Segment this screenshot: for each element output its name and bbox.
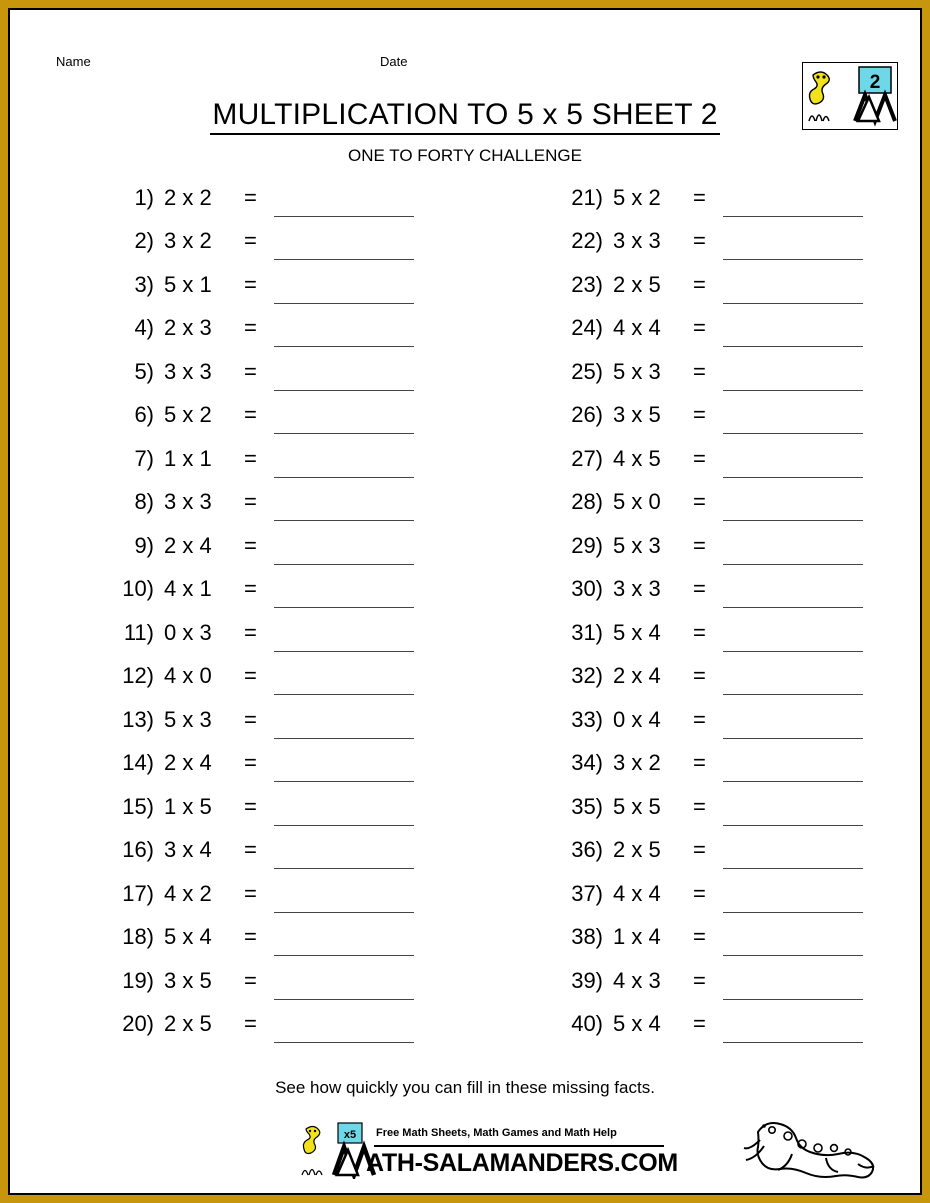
question-number: 36): [571, 837, 603, 862]
equals-sign: =: [244, 402, 257, 427]
question-row: [106, 391, 465, 435]
question-row: [555, 347, 920, 391]
footer-note: See how quickly you can fill in these missing facts.: [275, 1078, 655, 1097]
meta-row: [10, 54, 920, 76]
question-expression: 5 x 4: [164, 924, 212, 949]
answer-blank[interactable]: [274, 708, 414, 739]
question-expression: 4 x 4: [613, 315, 661, 340]
question-expression: 5 x 5: [613, 793, 661, 819]
equals-sign: =: [693, 837, 706, 862]
answer-blank[interactable]: [723, 490, 863, 521]
answer-blank[interactable]: [274, 664, 414, 695]
question-row: [555, 521, 920, 565]
brand-block: [300, 1117, 680, 1183]
question-number: 8): [134, 489, 154, 514]
question-expression: 2 x 2: [164, 184, 212, 210]
questions-column-right: [465, 173, 920, 1043]
answer-blank[interactable]: [274, 229, 414, 260]
question-row: [555, 956, 920, 1000]
equals-sign: =: [693, 271, 706, 297]
question-number: 28): [571, 489, 603, 514]
answer-blank[interactable]: [723, 447, 863, 478]
question-row: [106, 521, 465, 565]
question-number: 27): [571, 445, 603, 471]
question-number: 31): [571, 619, 603, 645]
question-row: [555, 608, 920, 652]
question-row: [555, 478, 920, 522]
question-row: [555, 217, 920, 261]
question-row: [555, 652, 920, 696]
question-number: 40): [571, 1011, 603, 1036]
question-number: 23): [571, 271, 603, 297]
equals-sign: =: [693, 967, 706, 993]
question-number: 13): [122, 706, 154, 732]
question-row: [106, 304, 465, 348]
answer-blank[interactable]: [723, 316, 863, 347]
answer-blank[interactable]: [723, 838, 863, 869]
answer-blank[interactable]: [274, 360, 414, 391]
equals-sign: =: [693, 184, 706, 210]
question-row: [106, 217, 465, 261]
question-expression: 2 x 3: [164, 315, 212, 340]
worksheet-sheet: [10, 10, 920, 1193]
question-number: 19): [122, 967, 154, 993]
answer-blank[interactable]: [274, 534, 414, 565]
question-row: [555, 304, 920, 348]
question-expression: 4 x 5: [613, 445, 661, 471]
question-expression: 5 x 1: [164, 271, 212, 297]
equals-sign: =: [693, 880, 706, 906]
question-expression: 3 x 3: [613, 576, 661, 601]
question-expression: 5 x 3: [613, 358, 661, 384]
question-expression: 2 x 5: [613, 837, 661, 862]
brand-url: ATH-SALAMANDERS.COM: [366, 1149, 678, 1177]
question-expression: 5 x 2: [613, 184, 661, 210]
equals-sign: =: [244, 358, 257, 384]
question-row: [106, 173, 465, 217]
equals-sign: =: [693, 619, 706, 645]
answer-blank[interactable]: [274, 882, 414, 913]
question-number: 35): [571, 793, 603, 819]
answer-blank[interactable]: [274, 186, 414, 217]
answer-blank[interactable]: [723, 186, 863, 217]
question-row: [555, 826, 920, 870]
question-row: [106, 652, 465, 696]
question-row: [555, 260, 920, 304]
answer-blank[interactable]: [723, 577, 863, 608]
question-row: [555, 1000, 920, 1044]
question-expression: 4 x 1: [164, 576, 212, 601]
question-expression: 3 x 3: [164, 358, 212, 384]
question-number: 18): [122, 924, 154, 949]
question-number: 22): [571, 228, 603, 253]
answer-blank[interactable]: [723, 882, 863, 913]
question-row: [106, 782, 465, 826]
equals-sign: =: [244, 924, 257, 949]
question-expression: 3 x 5: [613, 402, 661, 427]
question-expression: 0 x 4: [613, 706, 661, 732]
equals-sign: =: [244, 706, 257, 732]
equals-sign: =: [244, 967, 257, 993]
question-number: 10): [122, 576, 154, 601]
question-number: 21): [571, 184, 603, 210]
answer-blank[interactable]: [723, 621, 863, 652]
equals-sign: =: [244, 619, 257, 645]
equals-sign: =: [693, 228, 706, 253]
equals-sign: =: [244, 576, 257, 601]
question-row: [106, 478, 465, 522]
question-row: [106, 347, 465, 391]
page-title: [10, 98, 920, 132]
equals-sign: =: [244, 532, 257, 558]
equals-sign: =: [693, 793, 706, 819]
answer-blank[interactable]: [274, 925, 414, 956]
question-row: [555, 173, 920, 217]
answer-blank[interactable]: [274, 447, 414, 478]
svg-text:x5: x5: [343, 1129, 357, 1141]
question-expression: 3 x 3: [613, 228, 661, 253]
question-expression: 4 x 4: [613, 880, 661, 906]
equals-sign: =: [244, 837, 257, 862]
question-number: 5): [134, 358, 154, 384]
equals-sign: =: [244, 750, 257, 775]
equals-sign: =: [244, 228, 257, 253]
question-number: 12): [122, 663, 154, 688]
question-row: [555, 565, 920, 609]
equals-sign: =: [244, 315, 257, 340]
answer-blank[interactable]: [723, 925, 863, 956]
equals-sign: =: [693, 750, 706, 775]
brand-divider: [374, 1145, 664, 1147]
answer-blank[interactable]: [723, 229, 863, 260]
question-number: 4): [134, 315, 154, 340]
question-expression: 0 x 3: [164, 619, 212, 645]
equals-sign: =: [693, 924, 706, 949]
questions-area: [10, 173, 920, 1043]
equals-sign: =: [693, 445, 706, 471]
question-number: 14): [122, 750, 154, 775]
answer-blank[interactable]: [274, 316, 414, 347]
equals-sign: =: [693, 706, 706, 732]
equals-sign: =: [693, 663, 706, 688]
question-row: [555, 695, 920, 739]
question-number: 39): [571, 967, 603, 993]
answer-blank[interactable]: [723, 664, 863, 695]
question-expression: 3 x 4: [164, 837, 212, 862]
answer-blank[interactable]: [723, 708, 863, 739]
question-number: 3): [134, 271, 154, 297]
question-number: 26): [571, 402, 603, 427]
brand-tagline: Free Math Sheets, Math Games and Math Help: [376, 1127, 617, 1139]
answer-blank[interactable]: [723, 360, 863, 391]
salamander-outline-icon: [730, 1110, 880, 1188]
question-row: [106, 565, 465, 609]
question-number: 15): [122, 793, 154, 819]
question-expression: 4 x 2: [164, 880, 212, 906]
question-expression: 4 x 0: [164, 663, 212, 688]
answer-blank[interactable]: [274, 969, 414, 1000]
question-number: 11): [123, 619, 154, 645]
equals-sign: =: [244, 793, 257, 819]
question-number: 6): [134, 402, 154, 427]
answer-blank[interactable]: [274, 490, 414, 521]
question-number: 2): [134, 228, 154, 253]
question-row: [106, 739, 465, 783]
equals-sign: =: [244, 880, 257, 906]
page-title-text: MULTIPLICATION TO 5 x 5 SHEET 2: [210, 98, 719, 135]
question-row: [555, 739, 920, 783]
equals-sign: =: [693, 532, 706, 558]
question-expression: 5 x 2: [164, 402, 212, 427]
question-row: [106, 608, 465, 652]
question-number: 34): [571, 750, 603, 775]
equals-sign: =: [244, 184, 257, 210]
question-row: [106, 913, 465, 957]
answer-blank[interactable]: [274, 403, 414, 434]
question-row: [555, 391, 920, 435]
equals-sign: =: [693, 489, 706, 514]
answer-blank[interactable]: [274, 273, 414, 304]
question-expression: 5 x 3: [164, 706, 212, 732]
equals-sign: =: [244, 663, 257, 688]
question-number: 20): [122, 1011, 154, 1036]
answer-blank[interactable]: [274, 751, 414, 782]
question-number: 37): [571, 880, 603, 906]
worksheet-page: [8, 8, 922, 1195]
date-label: Date: [380, 54, 408, 69]
answer-blank[interactable]: [274, 795, 414, 826]
question-number: 33): [571, 706, 603, 732]
question-number: 38): [571, 924, 603, 949]
equals-sign: =: [244, 271, 257, 297]
equals-sign: =: [693, 402, 706, 427]
answer-blank[interactable]: [274, 1012, 414, 1043]
question-expression: 1 x 1: [164, 445, 212, 471]
equals-sign: =: [693, 315, 706, 340]
answer-blank[interactable]: [723, 1012, 863, 1043]
question-expression: 2 x 4: [164, 532, 212, 558]
question-number: 32): [571, 663, 603, 688]
question-expression: 3 x 3: [164, 489, 212, 514]
equals-sign: =: [693, 358, 706, 384]
answer-blank[interactable]: [723, 273, 863, 304]
equals-sign: =: [244, 1011, 257, 1036]
answer-blank[interactable]: [274, 577, 414, 608]
question-row: [106, 260, 465, 304]
answer-blank[interactable]: [723, 403, 863, 434]
page-subtitle: ONE TO FORTY CHALLENGE: [348, 146, 582, 165]
question-expression: 2 x 4: [164, 750, 212, 775]
question-expression: 3 x 2: [164, 228, 212, 253]
question-expression: 5 x 4: [613, 619, 661, 645]
question-number: 25): [571, 358, 603, 384]
question-number: 30): [571, 576, 603, 601]
answer-blank[interactable]: [723, 969, 863, 1000]
question-row: [555, 434, 920, 478]
question-row: [106, 1000, 465, 1044]
svg-text:2: 2: [869, 72, 881, 93]
question-expression: 2 x 4: [613, 663, 661, 688]
question-expression: 5 x 0: [613, 489, 661, 514]
equals-sign: =: [244, 489, 257, 514]
question-number: 9): [134, 532, 154, 558]
name-label: Name: [56, 54, 91, 69]
answer-blank[interactable]: [723, 534, 863, 565]
question-row: [555, 869, 920, 913]
question-expression: 1 x 4: [613, 924, 661, 949]
question-expression: 3 x 5: [164, 967, 212, 993]
question-expression: 2 x 5: [164, 1011, 212, 1036]
question-row: [555, 782, 920, 826]
answer-blank[interactable]: [723, 751, 863, 782]
question-expression: 3 x 2: [613, 750, 661, 775]
question-number: 1): [134, 184, 154, 210]
question-row: [106, 956, 465, 1000]
question-expression: 5 x 3: [613, 532, 661, 558]
question-expression: 5 x 4: [613, 1011, 661, 1036]
question-row: [555, 913, 920, 957]
equals-sign: =: [244, 445, 257, 471]
question-number: 29): [571, 532, 603, 558]
answer-blank[interactable]: [274, 621, 414, 652]
question-expression: 4 x 3: [613, 967, 661, 993]
answer-blank[interactable]: [274, 838, 414, 869]
question-number: 17): [122, 880, 154, 906]
equals-sign: =: [693, 576, 706, 601]
question-number: 7): [134, 445, 154, 471]
question-expression: 2 x 5: [613, 271, 661, 297]
question-number: 16): [122, 837, 154, 862]
answer-blank[interactable]: [723, 795, 863, 826]
question-expression: 1 x 5: [164, 793, 212, 819]
question-row: [106, 869, 465, 913]
question-row: [106, 434, 465, 478]
questions-column-left: [10, 173, 465, 1043]
question-row: [106, 695, 465, 739]
question-number: 24): [571, 315, 603, 340]
equals-sign: =: [693, 1011, 706, 1036]
question-row: [106, 826, 465, 870]
